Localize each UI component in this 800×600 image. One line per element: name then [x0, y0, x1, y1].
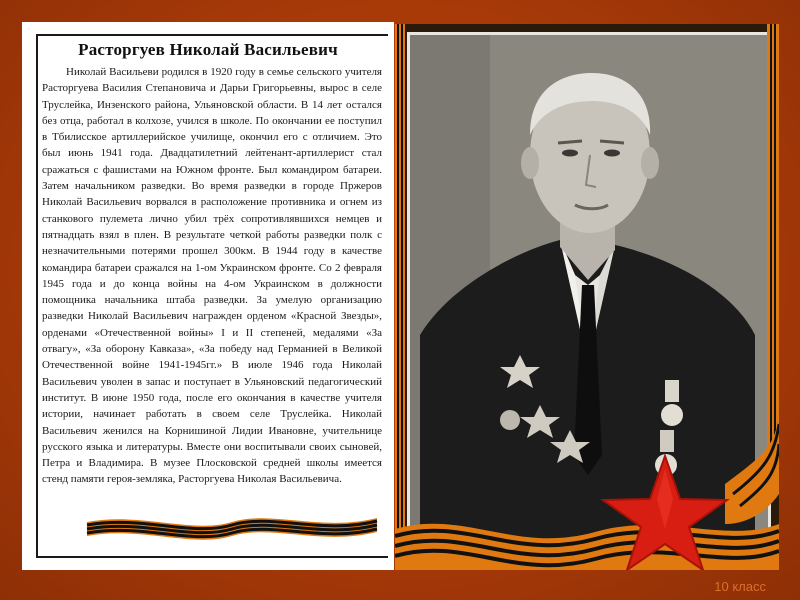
portrait-photo [395, 24, 779, 570]
class-label: 10 класс [714, 579, 766, 594]
document-title: Расторгуев Николай Васильевич [78, 40, 338, 59]
portrait-image [410, 35, 768, 549]
document-body: Николай Васильеви родился в 1920 году в семье сельского учителя Расторгуева Василия Степановича и Дарьи Григорьевны, вырос в селе Труслейка, Инзенского района, Ульяновской области. В 14 лет остался без отца, работал в колхозе, учился в школе. По окончании ее поступил в Тбилисское артиллерийское училище, окончил его с отличием. Это был июнь 1941 года. Двадцатилетний лейтенант-артиллерист стал сражаться с фашистами на Южном фронте. Был командиром батареи. Затем начальником разведки. Во время разведки в городе Пржеров Николай Васильевич ворвался в расположение противника и огнем из станкового пулемета лично убил трёх сопротивлявшихся немцев и пятнадцать взял в плен. В результате четкой работы разведки полк с незначительными потерями прошел 300км. В 1944 году в качестве командира батареи сражался на 1-ом Украинском фронте. Со 2 февраля 1945 года и до конца войны на 4-ом Украинском в должности помощника начальника штаба разведки. За умелую организацию разведки Николай Васильевич награжден орденом «Красной Звезды», орденами «Отечественной войны» I и II степеней, медалями «За отвагу», «За оборону Кавказа», «За победу над Германией в Великой Отечественной войне 1941-1945гг.» В июле 1946 года Николай Васильевич уволен в запас и поступает в Ульяновский педагогический институт. В июне 1950 года, после его окончания в качестве учителя истории, начинает работать в своем селе Труслейка. Николай Васильевич женился на Корнишиной Лидии Ивановне, учительнице русского языка и литературы. Вместе они воспитывали своих сыновей, Петра и Владимира. В музее Плосковской средней школы имеется стенд памяти героя-земляка, Расторгуева Николая Васильевича. [42, 66, 382, 486]
st-george-ribbon [82, 508, 382, 542]
photo-print [407, 32, 771, 552]
document-page [22, 22, 394, 570]
